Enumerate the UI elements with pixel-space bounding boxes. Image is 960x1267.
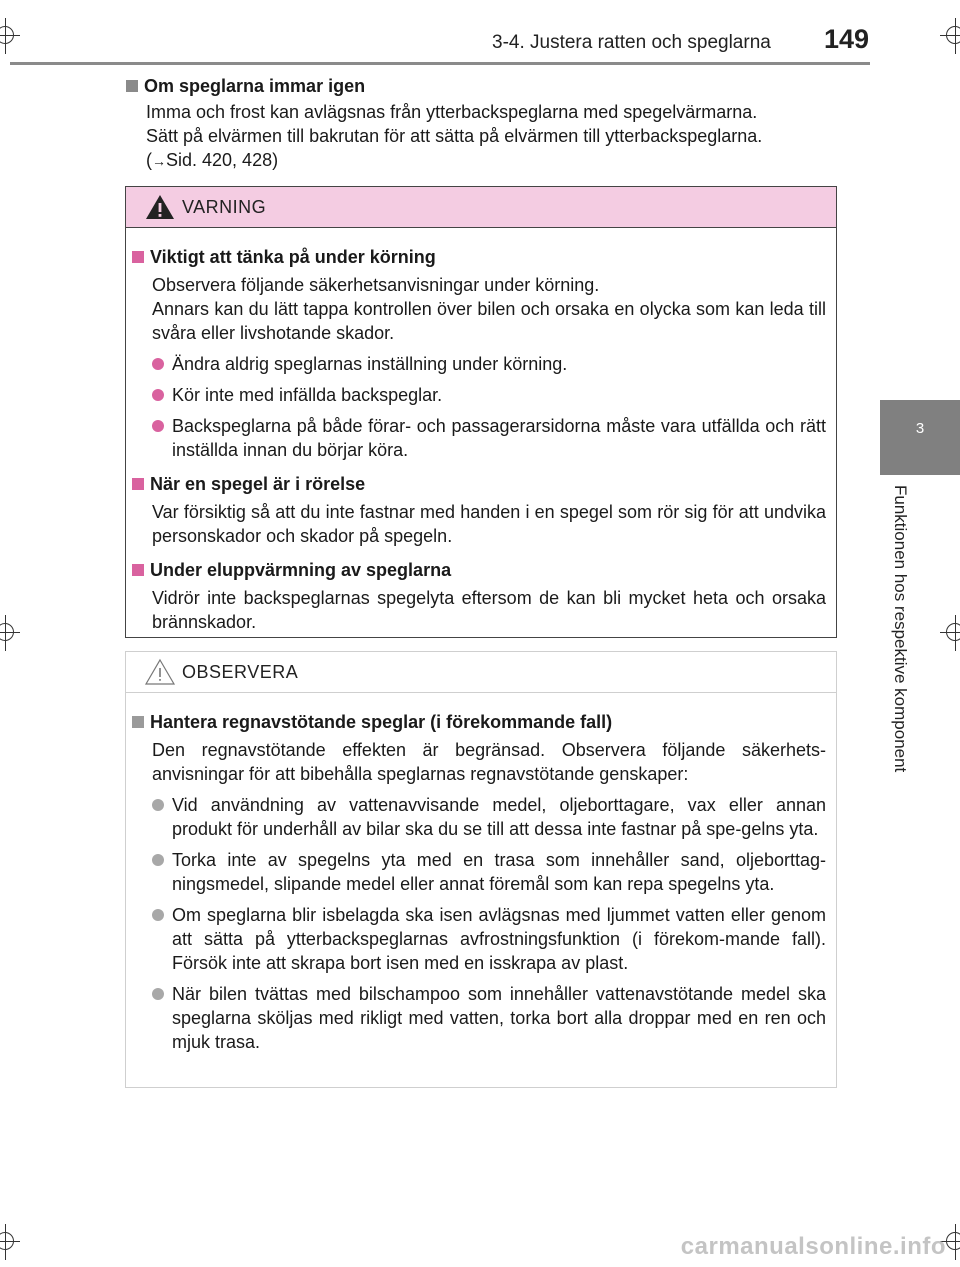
intro-section: [126, 74, 832, 173]
circle-bullet-icon: [152, 420, 164, 432]
bullet-text: Vid användning av vattenavvisande medel, oljeborttagare, vax eller annan produkt för underhåll av bilar ska du se till att dessa inte fastnar på spe-gelns yta.: [172, 795, 826, 839]
section-body: Den regnavstötande effekten är begränsad. Observera följande säkerhets-anvisningar för att bibehålla speglarnas regnavstötande genskaper:: [152, 740, 826, 784]
notice-header: [126, 652, 836, 693]
crop-mark-line: [0, 35, 20, 36]
section-body: Var försiktig så att du inte fastnar med handen i en spegel som rör sig för att undvika personskador och skador på spegeln.: [152, 502, 826, 546]
bullet-item: [152, 793, 826, 841]
crop-mark-line: [940, 35, 960, 36]
bullet-text: Torka inte av spegelns yta med en trasa som innehåller sand, oljeborttag-ningsmedel, slipande medel eller annat föremål som kan repa spegelns yta.: [172, 850, 826, 894]
bullet-item: [152, 414, 826, 462]
intro-body: [146, 100, 832, 173]
intro-heading-text: Om speglarna immar igen: [144, 76, 366, 96]
intro-line: Sätt på elvärmen till bakrutan för att sätta på elvärmen till ytterbackspeglarna.: [146, 126, 763, 146]
warning-box: [125, 186, 837, 638]
header-rule: [10, 62, 870, 65]
crop-mark-line: [0, 632, 20, 633]
crop-mark-line: [5, 615, 6, 651]
warning-header: [126, 187, 836, 228]
circle-bullet-icon: [152, 988, 164, 1000]
caution-triangle-icon: [144, 658, 176, 686]
bullet-text: Kör inte med infällda backspeglar.: [172, 385, 443, 405]
bullet-text: Om speglarna blir isbelagda ska isen avlägsnas med ljummet vatten eller genom att sätta på ytterbackspeglarnas avfrostningsfunktion (i förekom-mande fall). Försök inte att skrapa bort isen med en isskrapa av plast.: [172, 905, 826, 973]
bullet-item: [152, 352, 826, 376]
page-reference: Sid. 420, 428): [166, 150, 279, 170]
bullet-item: [152, 982, 826, 1054]
watermark: carmanualsonline.info: [680, 1233, 946, 1260]
bullet-item: [152, 383, 826, 407]
section-title: 3-4. Justera ratten och speglarna: [492, 32, 771, 53]
warning-title: VARNING: [182, 197, 267, 217]
section-body: Vidrör inte backspeglarnas spegelyta eftersom de kan bli mycket heta och orsaka brännskador.: [152, 588, 826, 632]
bullet-text: Backspeglarna på både förar- och passagerarsidorna måste vara utfällda och rätt inställda innan du börjar köra.: [172, 416, 826, 460]
crop-mark-line: [0, 1241, 20, 1242]
chapter-tab: [880, 400, 960, 475]
warning-content: [126, 227, 836, 634]
square-bullet-icon: [132, 251, 144, 263]
section-heading: [132, 710, 828, 734]
section-heading-text: När en spegel är i rörelse: [150, 474, 366, 494]
section-heading-text: Under eluppvärmning av speglarna: [150, 560, 452, 580]
square-bullet-icon: [126, 80, 138, 92]
section-heading: [132, 558, 828, 582]
circle-bullet-icon: [152, 909, 164, 921]
circle-bullet-icon: [152, 389, 164, 401]
bullet-text: Ändra aldrig speglarnas inställning under körning.: [172, 354, 568, 374]
square-bullet-icon: [132, 716, 144, 728]
section-heading-text: Viktigt att tänka på under körning: [150, 247, 436, 267]
intro-line: Imma och frost kan avlägsnas från ytterbackspeglarna med spegelvärmarna.: [146, 102, 758, 122]
notice-title: OBSERVERA: [182, 662, 299, 682]
warning-triangle-icon: [144, 193, 176, 221]
section-heading: [132, 472, 828, 496]
square-bullet-icon: [132, 564, 144, 576]
paren-open: (: [146, 150, 152, 170]
crop-mark-line: [955, 615, 956, 651]
notice-content: [126, 692, 836, 1054]
notice-box: [125, 651, 837, 1088]
bullet-item: [152, 848, 826, 896]
square-bullet-icon: [132, 478, 144, 490]
section-body: Observera följande säkerhetsanvisningar under körning. Annars kan du lätt tappa kontrollen över bilen och orsaka en olycka som kan leda till svåra eller livshotande skador.: [152, 275, 826, 343]
intro-line-ref: [146, 148, 832, 173]
crop-mark-line: [940, 632, 960, 633]
circle-bullet-icon: [152, 358, 164, 370]
bullet-text: När bilen tvättas med bilschampoo som innehåller vattenavstötande medel ska speglarna sköljas med rikligt med vatten, torka bort alla droppar med en ren och mjuk trasa.: [172, 984, 826, 1052]
bullet-item: [152, 903, 826, 975]
arrow-icon: →: [152, 153, 166, 169]
intro-heading: [126, 74, 832, 98]
circle-bullet-icon: [152, 799, 164, 811]
crop-mark-line: [5, 1224, 6, 1260]
crop-mark-line: [955, 18, 956, 54]
page-number: 149: [824, 24, 870, 54]
circle-bullet-icon: [152, 854, 164, 866]
section-heading: [132, 245, 828, 269]
section-heading-text: Hantera regnavstötande speglar (i förekommande fall): [150, 712, 613, 732]
crop-mark-line: [5, 18, 6, 54]
chapter-tab-number: 3: [915, 420, 925, 437]
crop-mark-line: [955, 1224, 956, 1260]
chapter-tab-label: Funktionen hos respektive komponent: [891, 485, 910, 773]
